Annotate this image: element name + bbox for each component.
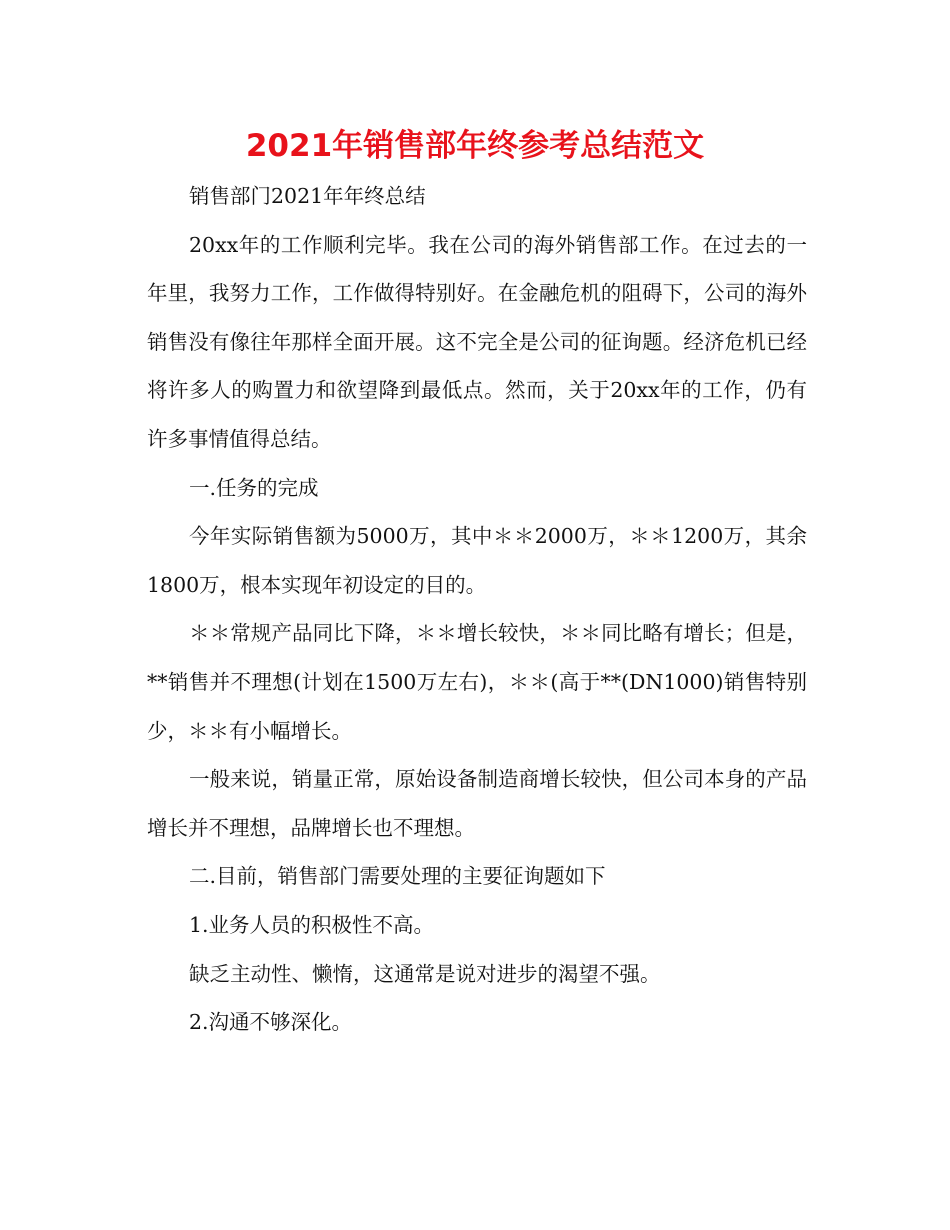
- list-item-issue-2: 2.沟通不够深化。: [189, 1010, 353, 1035]
- paragraph-subtitle: 销售部门2021年年终总结: [189, 184, 426, 208]
- paragraph-intro: 20xx年的工作顺利完毕。我在公司的海外销售部工作。在过去的一年里，我努力工作，工作做得特别好。在金融危机的阻碍下，公司的海外销售没有像往年那样全面开展。这不完全是公司的征询题。经济危机已经将许多人的购置力和欲望降到最低点。然而，关于20xx年的工作，仍有许多事情值得总结。: [147, 232, 807, 451]
- document-body: [147, 172, 807, 1047]
- section-heading-main-issues: 二.目前，销售部门需要处理的主要征询题如下: [189, 864, 606, 889]
- paragraph-product-performance: ＊＊常规产品同比下降，＊＊增长较快，＊＊同比略有增长；但是，**销售并不理想(计划在1500万左右)，＊＊(高于**(DN1000)销售特别少，＊＊有小幅增长。: [147, 621, 807, 743]
- section-heading-task-completion: 一.任务的完成: [189, 475, 319, 500]
- list-item-issue-1: 1.业务人员的积极性不高。: [189, 912, 435, 937]
- document-title: 2021年销售部年终参考总结范文: [245, 128, 705, 164]
- paragraph-overall-summary: 一般来说，销量正常，原始设备制造商增长较快，但公司本身的产品增长并不理想，品牌增长也不理想。: [147, 767, 807, 840]
- paragraph-issue-1-detail: 缺乏主动性、懒惰，这通常是说对进步的渴望不强。: [189, 961, 661, 986]
- paragraph-sales-figures: 今年实际销售额为5000万，其中＊＊2000万，＊＊1200万，其余1800万，根本实现年初设定的目的。: [147, 524, 807, 597]
